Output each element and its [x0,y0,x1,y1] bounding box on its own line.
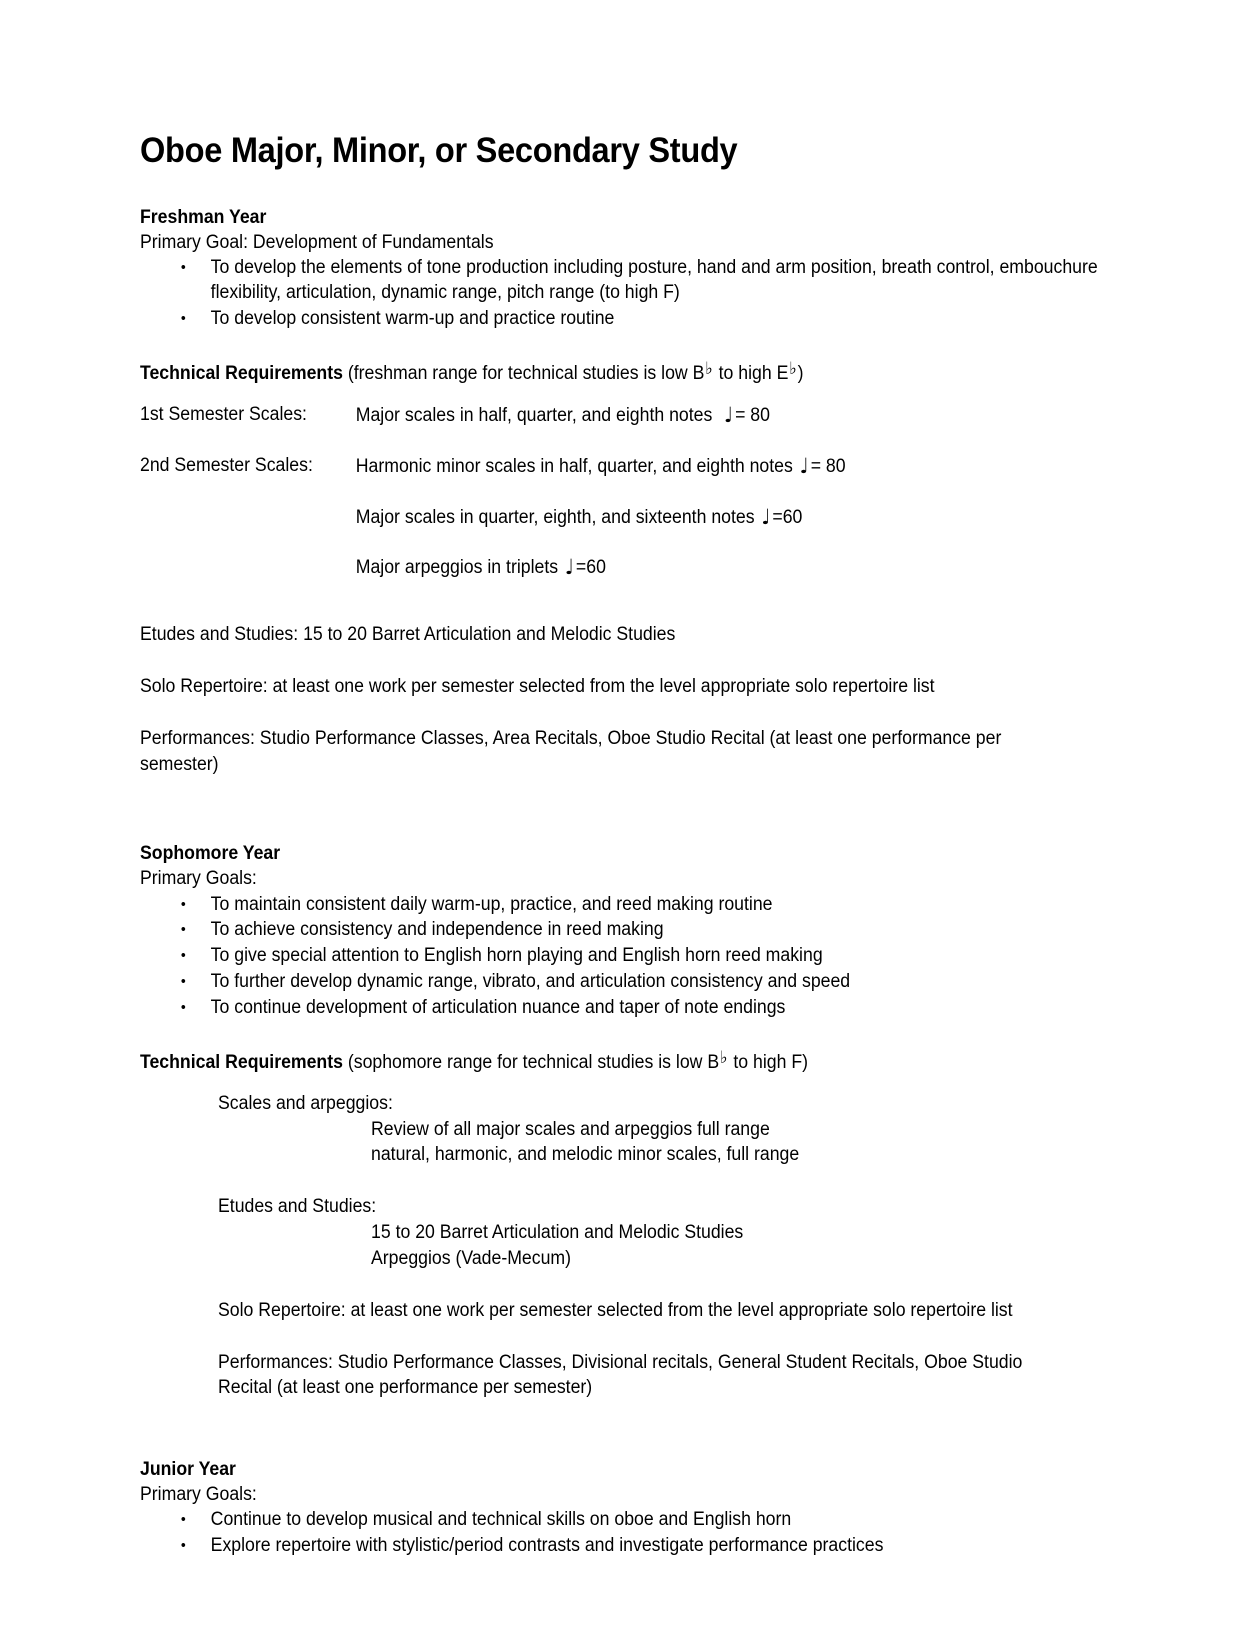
scale-row-tempo: = 80 [810,455,846,477]
quarter-note-icon: ♩ [761,504,771,529]
list-item [140,995,1117,1021]
list-item [140,892,1117,918]
list-item [140,255,1117,307]
primary-goals-label: Primary Goals: [140,1484,257,1506]
etudes-block-line: 15 to 20 Barret Articulation and Melodic Studies [371,1222,744,1244]
list-item-text: To give special attention to English horn playing and English horn reed making [210,945,823,967]
scale-row-tempo: =60 [575,557,606,579]
flat-icon: ♭ [720,1047,728,1068]
etudes-block-line: Arpeggios (Vade-Mecum) [371,1247,572,1269]
list-item [140,943,1117,969]
technical-range-prefix: (sophomore range for technical studies is low B [342,1051,720,1073]
list-item-text: Continue to develop musical and technical skills on oboe and English horn [210,1509,792,1531]
document-body [140,131,1098,1559]
scale-row-label: 1st Semester Scales: [140,404,307,426]
list-item-text: Explore repertoire with stylistic/period contrasts and investigate performance practices [210,1535,884,1557]
scales-block-line: natural, harmonic, and melodic minor scales, full range [371,1144,800,1166]
section-heading: Freshman Year [140,206,267,228]
scales-block-title: Scales and arpeggios: [218,1092,393,1114]
list-item-text: To develop the elements of tone production including posture, hand and arm position, breath control, embouchure flexibility, articulation, dynamic range, pitch range (to high F) [210,256,1098,304]
etudes-and-studies-paragraph: Etudes and Studies: 15 to 20 Barret Articulation and Melodic Studies [140,624,676,646]
quarter-note-icon: ♩ [724,403,734,428]
bullet-icon: • [180,310,186,328]
bullet-icon: • [180,998,186,1016]
list-item-text: To further develop dynamic range, vibrato, and articulation consistency and speed [210,971,851,993]
scale-row-value [356,453,1047,481]
scale-row-value [356,554,1047,582]
scale-row-text: Major scales in half, quarter, and eighth notes [355,405,713,427]
goal-list [140,1507,1050,1559]
technical-range-prefix: (freshman range for technical studies is low B [342,363,705,385]
goal-list [140,255,1098,332]
list-item-text: To develop consistent warm-up and practice routine [210,308,615,330]
list-item [140,969,1117,995]
flat-icon: ♭ [789,359,797,380]
scale-row-text: Major arpeggios in triplets [355,557,559,579]
section-heading: Sophomore Year [140,843,281,865]
scale-requirement-row [140,402,1047,430]
bullet-icon: • [180,973,186,991]
bullet-icon: • [180,1537,186,1555]
bullet-icon: • [180,258,186,276]
list-item [140,306,1117,332]
quarter-note-icon: ♩ [564,555,575,580]
scale-requirement-row [140,554,1047,582]
scale-row-label: 2nd Semester Scales: [140,454,313,476]
bullet-icon: • [180,1511,186,1529]
list-item [140,1533,1117,1559]
scale-row-tempo: =60 [772,506,803,528]
scales-block-line: Review of all major scales and arpeggios full range [371,1118,770,1140]
technical-range-suffix: to high F) [728,1051,809,1073]
quarter-note-icon: ♩ [799,453,809,478]
technical-requirements-heading [140,358,986,386]
technical-range-middle: to high E [713,363,789,385]
bullet-icon: • [180,947,186,965]
performances-paragraph: Performances: Studio Performance Classes, Divisional recitals, General Student Recitals, Oboe Studio Recital (at least one performance per semester) [218,1351,1023,1399]
solo-repertoire-paragraph: Solo Repertoire: at least one work per semester selected from the level appropriate solo repertoire list [218,1299,1013,1321]
primary-goal-label: Primary Goal: Development of Fundamentals [140,231,494,253]
performances-paragraph: Performances: Studio Performance Classes, Area Recitals, Oboe Studio Recital (at least one performance per semester) [140,727,1002,775]
scale-requirement-row [140,504,1047,532]
etudes-block-title: Etudes and Studies: [218,1196,377,1218]
page-title: Oboe Major, Minor, or Secondary Study [140,131,738,170]
scale-row-label [140,504,356,532]
scale-row-tempo: = 80 [735,405,770,427]
technical-requirements-label: Technical Requirements [140,1051,343,1073]
list-item-text: To achieve consistency and independence in reed making [210,919,664,941]
list-item [140,1507,1117,1533]
solo-repertoire-paragraph: Solo Repertoire: at least one work per semester selected from the level appropriate solo repertoire list [140,675,935,697]
list-item [140,917,1117,943]
technical-requirements-heading [140,1047,986,1075]
technical-range-suffix: ) [797,363,804,385]
scale-row-label [140,554,356,582]
bullet-icon: • [180,921,186,939]
bullet-icon: • [180,895,186,913]
technical-requirements-label: Technical Requirements [140,363,343,385]
section-junior-year [140,1457,1050,1559]
scale-row-text: Major scales in quarter, eighth, and sixteenth notes [355,506,755,528]
scale-requirement-row [140,453,1047,481]
flat-icon: ♭ [705,359,713,380]
list-item-text: To continue development of articulation nuance and taper of note endings [210,996,786,1018]
goal-list [140,892,1050,1021]
section-heading: Junior Year [140,1459,236,1481]
list-item-text: To maintain consistent daily warm-up, practice, and reed making routine [210,893,773,915]
primary-goals-label: Primary Goals: [140,868,257,890]
section-freshman-year [140,205,1098,778]
section-sophomore-year [140,841,1050,1401]
scale-row-value [356,504,1047,532]
scale-row-text: Harmonic minor scales in half, quarter, and eighth notes [355,455,793,477]
scale-row-value [356,402,1047,430]
